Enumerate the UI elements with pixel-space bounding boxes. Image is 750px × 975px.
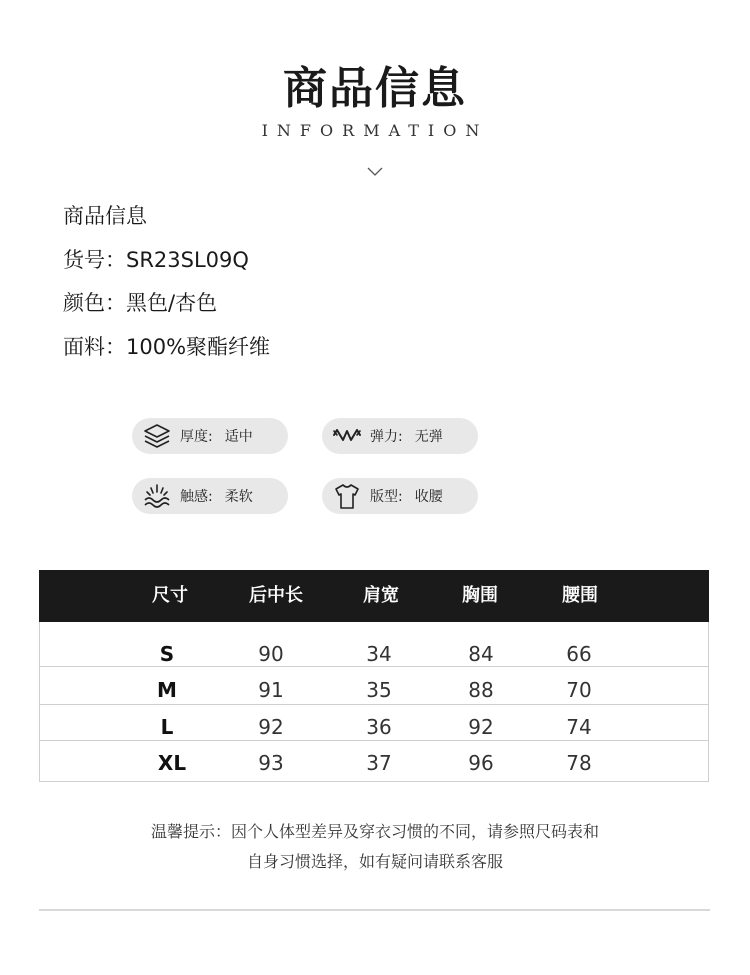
feature-elasticity bbox=[322, 418, 478, 454]
row-divider bbox=[40, 740, 708, 741]
divider bbox=[39, 909, 710, 911]
row-divider bbox=[40, 704, 708, 705]
softness-icon bbox=[142, 481, 172, 511]
table-cell: 36 bbox=[366, 715, 392, 739]
row-divider bbox=[40, 666, 708, 667]
feature-thickness bbox=[132, 418, 288, 454]
info-sku: 货号：SR23SL09Q bbox=[63, 247, 249, 272]
table-cell: 84 bbox=[468, 642, 494, 666]
feature-value: 收腰 bbox=[414, 489, 443, 505]
table-cell: M bbox=[157, 678, 177, 702]
size-table bbox=[39, 570, 709, 782]
header-cell: 后中长 bbox=[249, 585, 303, 606]
info-heading: 商品信息 bbox=[63, 204, 147, 228]
table-cell: 92 bbox=[468, 715, 494, 739]
header-cell: 肩宽 bbox=[363, 585, 399, 606]
table-cell: 92 bbox=[258, 715, 284, 739]
stretch-icon bbox=[332, 421, 362, 451]
header-cell: 胸围 bbox=[462, 585, 498, 606]
layers-icon bbox=[142, 421, 172, 451]
feature-label: 触感: bbox=[180, 489, 213, 505]
table-cell: 35 bbox=[366, 678, 392, 702]
feature-value: 无弹 bbox=[414, 429, 443, 445]
feature-value: 柔软 bbox=[224, 489, 253, 505]
info-fabric: 面料：100%聚酯纤维 bbox=[63, 334, 271, 359]
table-cell: S bbox=[159, 642, 175, 666]
feature-softness bbox=[132, 478, 288, 514]
info-color: 颜色：黑色/杏色 bbox=[63, 291, 218, 315]
page-subtitle: INFORMATION bbox=[261, 121, 489, 140]
feature-label: 弹力: bbox=[370, 429, 403, 445]
table-row bbox=[39, 745, 709, 781]
table-row bbox=[39, 672, 709, 708]
table-cell: 37 bbox=[366, 751, 392, 775]
feature-fit bbox=[322, 478, 478, 514]
tshirt-icon bbox=[332, 481, 362, 511]
table-cell: 34 bbox=[366, 642, 392, 666]
notice-line: 温馨提示：因个人体型差异及穿衣习惯的不同，请参照尺码表和 bbox=[150, 822, 599, 841]
feature-label: 厚度: bbox=[180, 429, 213, 445]
table-cell: 88 bbox=[468, 678, 494, 702]
table-cell: 70 bbox=[566, 678, 592, 702]
notice-line: 自身习惯选择，如有疑问请联系客服 bbox=[246, 852, 503, 871]
chevron-down-icon bbox=[367, 167, 383, 177]
feature-value: 适中 bbox=[224, 429, 253, 445]
table-cell: L bbox=[160, 715, 174, 739]
size-notice bbox=[0, 817, 750, 877]
header-cell: 腰围 bbox=[562, 585, 598, 606]
table-cell: 91 bbox=[258, 678, 284, 702]
page-title: 商品信息 bbox=[283, 63, 467, 114]
table-cell: 90 bbox=[258, 642, 284, 666]
feature-label: 版型: bbox=[370, 489, 403, 505]
table-cell: 66 bbox=[566, 642, 592, 666]
table-cell: 78 bbox=[566, 751, 592, 775]
table-header bbox=[39, 570, 709, 622]
table-cell: 74 bbox=[566, 715, 592, 739]
table-cell: 96 bbox=[468, 751, 494, 775]
table-cell: 93 bbox=[258, 751, 284, 775]
product-info bbox=[63, 200, 270, 374]
table-cell: XL bbox=[157, 751, 187, 775]
header-cell: 尺寸 bbox=[152, 585, 188, 606]
